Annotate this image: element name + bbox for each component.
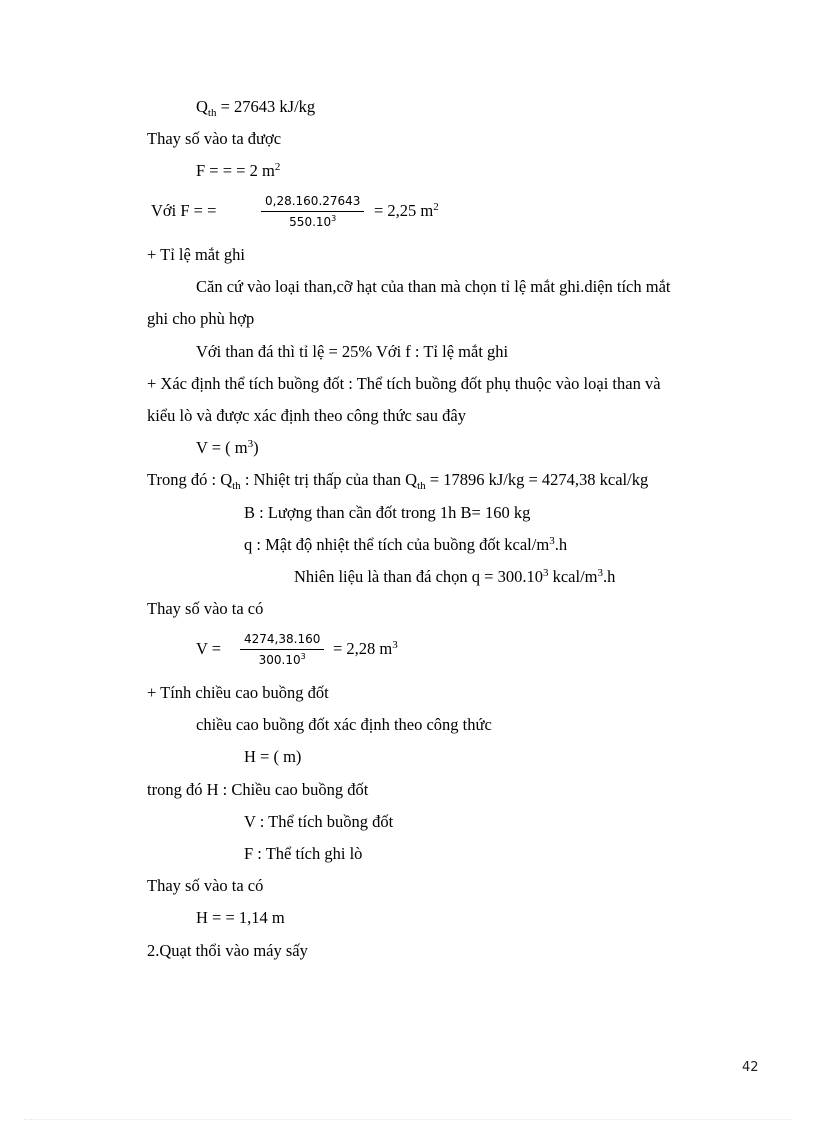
v-fraction-numerator: 4274,38.160 xyxy=(244,632,321,646)
v-description: V : Thể tích buồng đốt xyxy=(244,812,394,831)
b-definition: B : Lượng than cần đốt trong 1h B= 160 kg xyxy=(244,503,531,522)
chieu-cao-heading: + Tính chiều cao buồng đốt xyxy=(147,683,329,702)
section-2-heading: 2.Quạt thổi vào máy sấy xyxy=(147,941,308,960)
q-definition: q : Mật độ nhiệt thể tích của buồng đốt kcal/$m^3.h$ xyxy=(244,535,568,554)
h-formula: H = ( m) xyxy=(244,747,302,766)
v-formula: V = ( $m^3$) xyxy=(196,438,259,457)
thay-so-line-2: Thay số vào ta có xyxy=(147,599,264,618)
page-number: 42 xyxy=(742,1060,759,1075)
thay-so-line-3: Thay số vào ta có xyxy=(147,876,264,895)
thay-so-line-1: Thay số vào ta được xyxy=(147,129,282,148)
f-fraction-denominator: 550.10$^3$ xyxy=(289,214,337,229)
f-fraction xyxy=(261,194,364,230)
voi-f-lhs: Với F = = xyxy=(151,201,217,220)
trong-do-h: trong đó H : Chiều cao buồng đốt xyxy=(147,780,369,799)
v-fraction-denominator: 300.10$^3$ xyxy=(258,652,306,667)
can-cu-line-2: ghi cho phù hợp xyxy=(147,309,255,328)
chieu-cao-desc: chiều cao buồng đốt xác định theo công thức xyxy=(196,715,492,734)
page-bottom-divider xyxy=(24,1119,792,1120)
ti-le-heading: + Tỉ lệ mắt ghi xyxy=(147,245,245,264)
h-calc: H = = 1,14 m xyxy=(196,908,285,927)
trong-do-line: Trong đó : $Q_{th}$ : Nhiệt trị thấp của than $Q_{th} = 17896$ kJ/kg = 4274,38 kcal/kg xyxy=(147,470,649,492)
voi-f-rhs: = 2,25 $m^2$ xyxy=(374,201,439,220)
xac-dinh-line-1: + Xác định thể tích buồng đốt : Thể tích buồng đốt phụ thuộc vào loại than và xyxy=(147,374,661,393)
v-calc-rhs: = 2,28 $m^3$ xyxy=(333,639,398,658)
f-equation: F = = = 2 $m^2$ xyxy=(196,161,281,180)
v-fraction xyxy=(240,632,324,668)
xac-dinh-line-2: kiểu lò và được xác định theo công thức sau đây xyxy=(147,406,466,425)
f-description: F : Thể tích ghi lò xyxy=(244,844,363,863)
qth-line: $Q_{th} = 27643$ kJ/kg xyxy=(196,97,316,119)
can-cu-line-1: Căn cứ vào loại than,cỡ hạt của than mà chọn tỉ lệ mắt ghi.diện tích mắt xyxy=(196,277,671,296)
f-fraction-numerator: 0,28.160.27643 xyxy=(265,194,361,208)
nhien-lieu-line: Nhiên liệu là than đá chọn $q = 300.10^3$ kcal/$m^3.h$ xyxy=(294,567,616,586)
fraction-bar xyxy=(261,211,364,212)
v-calc-lhs: V = xyxy=(196,639,222,658)
voi-than-line: Với than đá thì tỉ lệ = 25% Với f : Tỉ lệ mắt ghi xyxy=(196,342,509,361)
fraction-bar xyxy=(240,649,324,650)
